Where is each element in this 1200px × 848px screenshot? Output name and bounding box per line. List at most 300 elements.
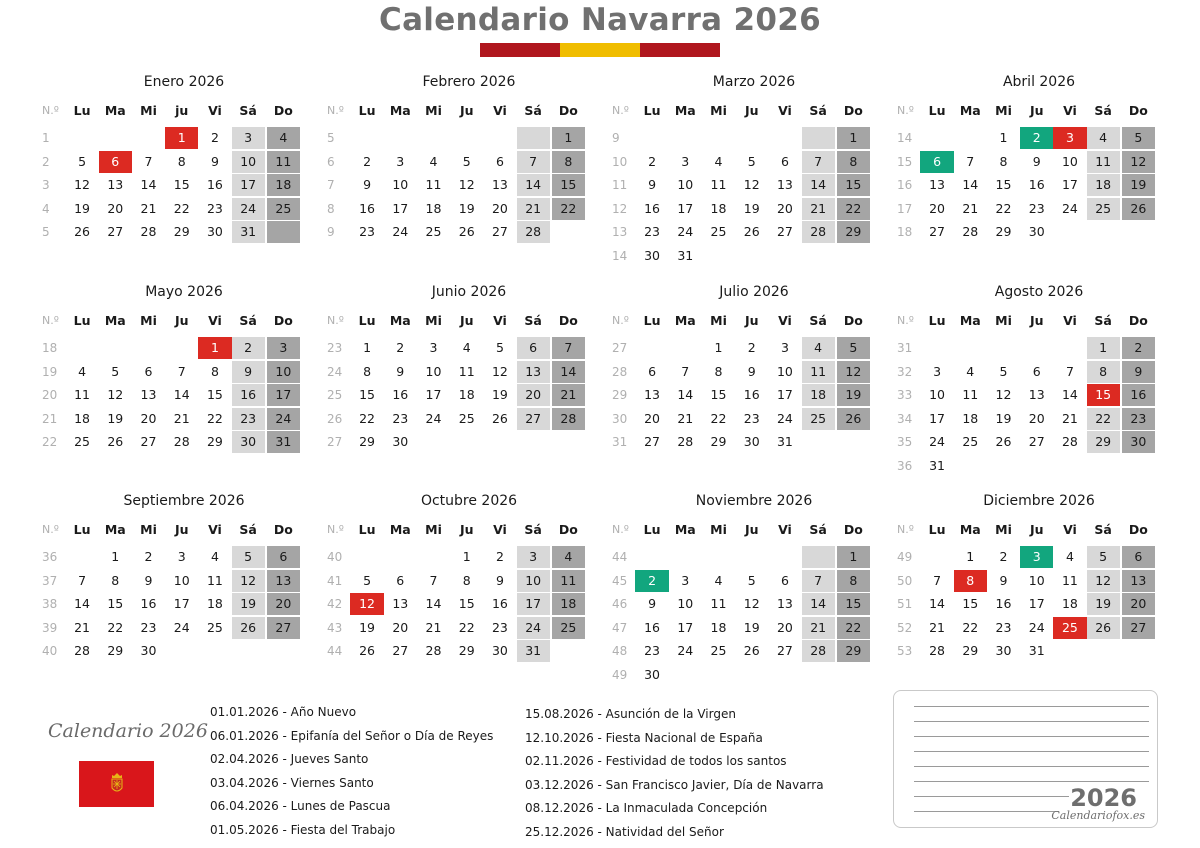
day-cell[interactable]: 17 xyxy=(1061,177,1078,193)
day-cell[interactable]: 23 xyxy=(140,619,157,635)
day-cell[interactable]: 15 xyxy=(995,177,1012,193)
day-cell[interactable]: 6 xyxy=(1032,363,1041,379)
day-cell[interactable]: 12 xyxy=(458,177,475,193)
day-cell[interactable]: 22 xyxy=(107,619,124,635)
day-cell[interactable]: 26 xyxy=(995,434,1012,450)
day-cell[interactable]: 14 xyxy=(677,387,694,403)
day-cell[interactable]: 22 xyxy=(1087,408,1120,430)
day-cell[interactable]: 22 xyxy=(995,200,1012,216)
day-cell[interactable]: 5 xyxy=(78,153,87,169)
day-cell[interactable]: 18 xyxy=(710,200,727,216)
day-cell[interactable]: 9 xyxy=(1032,153,1041,169)
day-cell[interactable]: 2 xyxy=(495,549,504,564)
day-cell[interactable]: 27 xyxy=(107,224,124,240)
day-cell[interactable]: 6 xyxy=(780,153,789,169)
day-cell[interactable]: 6 xyxy=(396,572,405,588)
day-cell[interactable]: 31 xyxy=(267,431,300,453)
day-cell[interactable]: 27 xyxy=(267,617,300,639)
day-cell[interactable]: 5 xyxy=(363,572,372,588)
day-cell[interactable]: 25 xyxy=(710,643,727,659)
day-cell[interactable]: 5 xyxy=(837,337,870,359)
day-cell[interactable]: 3 xyxy=(780,340,789,355)
day-cell[interactable]: 2 xyxy=(144,549,153,564)
day-cell[interactable]: 9 xyxy=(396,363,405,379)
day-cell[interactable]: 25 xyxy=(74,434,91,450)
day-cell[interactable]: 16 xyxy=(392,387,409,403)
day-cell[interactable]: 27 xyxy=(392,643,409,659)
day-cell[interactable]: 15 xyxy=(552,174,585,196)
day-cell[interactable]: 20 xyxy=(776,619,793,635)
day-cell[interactable]: 20 xyxy=(1122,593,1155,615)
day-cell[interactable]: 9 xyxy=(363,177,372,193)
day-cell[interactable]: 12 xyxy=(743,177,760,193)
day-cell[interactable]: 15 xyxy=(359,387,376,403)
day-cell[interactable]: 15 xyxy=(837,174,870,196)
day-cell[interactable]: 4 xyxy=(1065,549,1074,564)
day-cell[interactable]: 16 xyxy=(743,387,760,403)
day-cell[interactable]: 10 xyxy=(173,572,190,588)
day-cell[interactable]: 6 xyxy=(517,337,550,359)
day-cell[interactable]: 19 xyxy=(1122,174,1155,196)
day-cell[interactable]: 16 xyxy=(995,596,1012,612)
day-cell[interactable]: 18 xyxy=(267,174,300,196)
day-cell[interactable]: 18 xyxy=(458,387,475,403)
day-cell[interactable]: 8 xyxy=(1087,361,1120,383)
day-cell[interactable]: 15 xyxy=(173,177,190,193)
day-cell[interactable]: 9 xyxy=(648,596,657,612)
day-cell[interactable]: 3 xyxy=(1053,127,1086,149)
day-cell[interactable]: 27 xyxy=(776,224,793,240)
day-cell[interactable]: 12 xyxy=(1122,151,1155,173)
day-cell[interactable]: 14 xyxy=(517,174,550,196)
day-cell[interactable]: 15 xyxy=(837,593,870,615)
day-cell[interactable]: 26 xyxy=(458,224,475,240)
day-cell[interactable]: 4 xyxy=(78,363,87,379)
day-cell[interactable]: 13 xyxy=(267,570,300,592)
day-cell[interactable]: 16 xyxy=(1122,384,1155,406)
day-cell[interactable]: 21 xyxy=(74,619,91,635)
day-cell[interactable]: 15 xyxy=(1087,384,1120,406)
day-cell[interactable]: 20 xyxy=(929,200,946,216)
day-cell[interactable]: 3 xyxy=(429,340,438,355)
day-cell[interactable]: 25 xyxy=(802,408,835,430)
day-cell[interactable]: 8 xyxy=(363,363,372,379)
day-cell[interactable]: 13 xyxy=(1122,570,1155,592)
day-cell[interactable]: 27 xyxy=(1028,434,1045,450)
day-cell[interactable]: 26 xyxy=(743,224,760,240)
day-cell[interactable]: 16 xyxy=(232,384,265,406)
day-cell[interactable]: 24 xyxy=(1028,619,1045,635)
day-cell[interactable]: 14 xyxy=(929,596,946,612)
day-cell[interactable]: 13 xyxy=(644,387,661,403)
day-cell[interactable]: 28 xyxy=(677,434,694,450)
day-cell[interactable]: 30 xyxy=(743,434,760,450)
day-cell[interactable]: 15 xyxy=(206,387,223,403)
day-cell[interactable]: 29 xyxy=(837,640,870,662)
day-cell[interactable]: 19 xyxy=(743,619,760,635)
day-cell[interactable]: 18 xyxy=(552,593,585,615)
day-cell[interactable]: 25 xyxy=(552,617,585,639)
day-cell[interactable]: 4 xyxy=(714,572,723,588)
day-cell[interactable]: 22 xyxy=(173,200,190,216)
day-cell[interactable]: 11 xyxy=(1087,151,1120,173)
day-cell[interactable]: 23 xyxy=(1028,200,1045,216)
day-cell[interactable]: 5 xyxy=(999,363,1008,379)
day-cell[interactable]: 9 xyxy=(747,363,756,379)
day-cell[interactable]: 21 xyxy=(517,198,550,220)
day-cell[interactable]: 27 xyxy=(776,643,793,659)
day-cell[interactable]: 28 xyxy=(140,224,157,240)
day-cell[interactable]: 15 xyxy=(962,596,979,612)
day-cell[interactable]: 17 xyxy=(517,593,550,615)
day-cell[interactable]: 22 xyxy=(458,619,475,635)
day-cell[interactable]: 3 xyxy=(177,549,186,564)
day-cell[interactable]: 11 xyxy=(552,570,585,592)
day-cell[interactable]: 6 xyxy=(495,153,504,169)
day-cell[interactable]: 13 xyxy=(107,177,124,193)
day-cell[interactable]: 5 xyxy=(1122,127,1155,149)
day-cell[interactable]: 28 xyxy=(425,643,442,659)
day-cell[interactable]: 2 xyxy=(747,340,756,355)
day-cell[interactable]: 21 xyxy=(425,619,442,635)
day-cell[interactable]: 18 xyxy=(710,619,727,635)
day-cell[interactable]: 16 xyxy=(644,619,661,635)
day-cell[interactable]: 2 xyxy=(1020,127,1053,149)
day-cell[interactable]: 1 xyxy=(198,337,231,359)
day-cell[interactable]: 1 xyxy=(552,127,585,149)
day-cell[interactable]: 25 xyxy=(267,198,300,220)
day-cell[interactable]: 3 xyxy=(396,153,405,169)
day-cell[interactable]: 12 xyxy=(837,361,870,383)
day-cell[interactable]: 7 xyxy=(78,572,87,588)
day-cell[interactable]: 24 xyxy=(517,617,550,639)
day-cell[interactable]: 25 xyxy=(206,619,223,635)
day-cell[interactable]: 1 xyxy=(462,549,471,564)
day-cell[interactable]: 8 xyxy=(552,151,585,173)
day-cell[interactable]: 5 xyxy=(495,340,504,355)
day-cell[interactable]: 19 xyxy=(837,384,870,406)
day-cell[interactable]: 13 xyxy=(776,596,793,612)
day-cell[interactable]: 10 xyxy=(929,387,946,403)
day-cell[interactable]: 25 xyxy=(962,434,979,450)
day-cell[interactable]: 22 xyxy=(710,410,727,426)
day-cell[interactable]: 31 xyxy=(232,221,265,243)
day-cell[interactable]: 29 xyxy=(458,643,475,659)
day-cell[interactable]: 25 xyxy=(710,224,727,240)
day-cell[interactable]: 6 xyxy=(267,546,300,568)
day-cell[interactable]: 21 xyxy=(552,384,585,406)
day-cell[interactable]: 11 xyxy=(74,387,91,403)
day-cell[interactable]: 30 xyxy=(1122,431,1155,453)
day-cell[interactable]: 16 xyxy=(206,177,223,193)
day-cell[interactable]: 3 xyxy=(517,546,550,568)
day-cell[interactable]: 1 xyxy=(966,549,975,564)
day-cell[interactable]: 15 xyxy=(710,387,727,403)
day-cell[interactable]: 30 xyxy=(206,224,223,240)
day-cell[interactable]: 6 xyxy=(648,363,657,379)
day-cell[interactable]: 20 xyxy=(267,593,300,615)
day-cell[interactable]: 23 xyxy=(206,200,223,216)
day-cell[interactable]: 8 xyxy=(462,572,471,588)
day-cell[interactable]: 28 xyxy=(1061,434,1078,450)
day-cell[interactable]: 21 xyxy=(1061,410,1078,426)
day-cell[interactable]: 17 xyxy=(425,387,442,403)
day-cell[interactable]: 22 xyxy=(552,198,585,220)
day-cell[interactable]: 9 xyxy=(999,572,1008,588)
day-cell[interactable]: 1 xyxy=(837,127,870,149)
day-cell[interactable]: 23 xyxy=(644,643,661,659)
day-cell[interactable]: 31 xyxy=(677,247,694,263)
day-cell[interactable]: 14 xyxy=(552,361,585,383)
day-cell[interactable]: 14 xyxy=(802,174,835,196)
day-cell[interactable]: 28 xyxy=(802,640,835,662)
day-cell[interactable]: 29 xyxy=(107,643,124,659)
day-cell[interactable]: 2 xyxy=(232,337,265,359)
day-cell[interactable]: 17 xyxy=(677,200,694,216)
day-cell[interactable]: 24 xyxy=(677,224,694,240)
day-cell[interactable]: 8 xyxy=(111,572,120,588)
day-cell[interactable]: 30 xyxy=(232,431,265,453)
day-cell[interactable]: 14 xyxy=(425,596,442,612)
day-cell[interactable]: 15 xyxy=(458,596,475,612)
day-cell[interactable]: 29 xyxy=(1087,431,1120,453)
day-cell[interactable]: 20 xyxy=(491,200,508,216)
day-cell[interactable]: 7 xyxy=(517,151,550,173)
day-cell[interactable]: 25 xyxy=(1053,617,1086,639)
day-cell[interactable]: 8 xyxy=(837,151,870,173)
day-cell[interactable]: 22 xyxy=(962,619,979,635)
day-cell[interactable]: 12 xyxy=(350,593,383,615)
day-cell[interactable]: 23 xyxy=(743,410,760,426)
day-cell[interactable]: 9 xyxy=(232,361,265,383)
day-cell[interactable]: 19 xyxy=(743,200,760,216)
day-cell[interactable]: 2 xyxy=(396,340,405,355)
day-cell[interactable]: 20 xyxy=(1028,410,1045,426)
day-cell[interactable]: 8 xyxy=(999,153,1008,169)
day-cell[interactable]: 24 xyxy=(392,224,409,240)
day-cell[interactable]: 28 xyxy=(929,643,946,659)
day-cell[interactable]: 14 xyxy=(962,177,979,193)
day-cell[interactable]: 4 xyxy=(462,340,471,355)
day-cell[interactable]: 30 xyxy=(392,434,409,450)
day-cell[interactable]: 31 xyxy=(929,457,946,473)
day-cell[interactable]: 4 xyxy=(966,363,975,379)
day-cell[interactable]: 18 xyxy=(802,384,835,406)
day-cell[interactable]: 10 xyxy=(267,361,300,383)
day-cell[interactable]: 5 xyxy=(1087,546,1120,568)
day-cell[interactable]: 3 xyxy=(267,337,300,359)
day-cell[interactable]: 9 xyxy=(210,153,219,169)
day-cell[interactable]: 16 xyxy=(491,596,508,612)
day-cell[interactable]: 10 xyxy=(1061,153,1078,169)
day-cell[interactable]: 17 xyxy=(776,387,793,403)
day-cell[interactable]: 18 xyxy=(425,200,442,216)
day-cell[interactable]: 17 xyxy=(232,174,265,196)
day-cell[interactable]: 22 xyxy=(837,617,870,639)
day-cell[interactable]: 25 xyxy=(458,410,475,426)
day-cell[interactable]: 13 xyxy=(517,361,550,383)
day-cell[interactable]: 7 xyxy=(802,570,835,592)
day-cell[interactable]: 31 xyxy=(517,640,550,662)
day-cell[interactable]: 29 xyxy=(962,643,979,659)
day-cell[interactable]: 2 xyxy=(210,130,219,145)
day-cell[interactable]: 26 xyxy=(1122,198,1155,220)
day-cell[interactable]: 8 xyxy=(210,363,219,379)
day-cell[interactable]: 2 xyxy=(363,153,372,169)
day-cell[interactable]: 3 xyxy=(681,572,690,588)
day-cell[interactable]: 17 xyxy=(173,596,190,612)
day-cell[interactable]: 26 xyxy=(74,224,91,240)
day-cell[interactable]: 26 xyxy=(107,434,124,450)
day-cell[interactable]: 5 xyxy=(747,572,756,588)
day-cell[interactable]: 27 xyxy=(517,408,550,430)
day-cell[interactable]: 7 xyxy=(1065,363,1074,379)
day-cell[interactable]: 24 xyxy=(929,434,946,450)
day-cell[interactable]: 11 xyxy=(962,387,979,403)
day-cell[interactable]: 10 xyxy=(677,177,694,193)
day-cell[interactable]: 20 xyxy=(776,200,793,216)
day-cell[interactable]: 1 xyxy=(1087,337,1120,359)
day-cell[interactable]: 23 xyxy=(392,410,409,426)
day-cell[interactable]: 11 xyxy=(802,361,835,383)
day-cell[interactable]: 31 xyxy=(1028,643,1045,659)
day-cell[interactable]: 30 xyxy=(644,666,661,682)
day-cell[interactable]: 7 xyxy=(966,153,975,169)
day-cell[interactable]: 24 xyxy=(173,619,190,635)
day-cell[interactable]: 1 xyxy=(111,549,120,564)
day-cell[interactable]: 13 xyxy=(392,596,409,612)
day-cell[interactable]: 13 xyxy=(929,177,946,193)
day-cell[interactable]: 23 xyxy=(359,224,376,240)
day-cell[interactable]: 23 xyxy=(1122,408,1155,430)
day-cell[interactable]: 11 xyxy=(206,572,223,588)
day-cell[interactable]: 1 xyxy=(363,340,372,355)
day-cell[interactable]: 1 xyxy=(999,130,1008,145)
day-cell[interactable]: 26 xyxy=(1087,617,1120,639)
day-cell[interactable]: 7 xyxy=(177,363,186,379)
day-cell[interactable]: 16 xyxy=(1028,177,1045,193)
day-cell[interactable]: 24 xyxy=(1061,200,1078,216)
day-cell[interactable]: 7 xyxy=(144,153,153,169)
day-cell[interactable]: 18 xyxy=(74,410,91,426)
day-cell[interactable]: 12 xyxy=(743,596,760,612)
day-cell[interactable]: 24 xyxy=(232,198,265,220)
day-cell[interactable]: 21 xyxy=(802,198,835,220)
day-cell[interactable]: 12 xyxy=(995,387,1012,403)
day-cell[interactable]: 7 xyxy=(681,363,690,379)
day-cell[interactable]: 28 xyxy=(962,224,979,240)
day-cell[interactable]: 12 xyxy=(491,363,508,379)
day-cell[interactable]: 5 xyxy=(232,546,265,568)
day-cell[interactable]: 8 xyxy=(954,570,987,592)
day-cell[interactable]: 20 xyxy=(644,410,661,426)
day-cell[interactable]: 25 xyxy=(1087,198,1120,220)
day-cell[interactable]: 9 xyxy=(648,177,657,193)
day-cell[interactable]: 5 xyxy=(111,363,120,379)
day-cell[interactable]: 4 xyxy=(429,153,438,169)
day-cell[interactable]: 27 xyxy=(1122,617,1155,639)
day-cell[interactable]: 3 xyxy=(232,127,265,149)
day-cell[interactable]: 20 xyxy=(107,200,124,216)
day-cell[interactable]: 26 xyxy=(232,617,265,639)
day-cell[interactable]: 20 xyxy=(517,384,550,406)
day-cell[interactable]: 16 xyxy=(359,200,376,216)
day-cell[interactable]: 10 xyxy=(677,596,694,612)
day-cell[interactable]: 18 xyxy=(206,596,223,612)
day-cell[interactable]: 28 xyxy=(173,434,190,450)
day-cell[interactable]: 23 xyxy=(644,224,661,240)
day-cell[interactable]: 11 xyxy=(425,177,442,193)
day-cell[interactable]: 12 xyxy=(74,177,91,193)
day-cell[interactable]: 21 xyxy=(140,200,157,216)
day-cell[interactable]: 29 xyxy=(837,221,870,243)
day-cell[interactable]: 24 xyxy=(677,643,694,659)
day-cell[interactable]: 22 xyxy=(359,410,376,426)
day-cell[interactable]: 1 xyxy=(714,340,723,355)
day-cell[interactable]: 27 xyxy=(491,224,508,240)
day-cell[interactable]: 17 xyxy=(929,410,946,426)
day-cell[interactable]: 16 xyxy=(644,200,661,216)
day-cell[interactable]: 18 xyxy=(1087,174,1120,196)
day-cell[interactable]: 3 xyxy=(681,153,690,169)
day-cell[interactable]: 27 xyxy=(140,434,157,450)
day-cell[interactable]: 28 xyxy=(517,221,550,243)
day-cell[interactable]: 6 xyxy=(920,151,953,173)
day-cell[interactable]: 22 xyxy=(837,198,870,220)
day-cell[interactable]: 29 xyxy=(995,224,1012,240)
day-cell[interactable]: 5 xyxy=(462,153,471,169)
day-cell[interactable]: 14 xyxy=(74,596,91,612)
day-cell[interactable]: 31 xyxy=(776,434,793,450)
notes-box[interactable] xyxy=(893,690,1158,828)
day-cell[interactable]: 8 xyxy=(837,570,870,592)
day-cell[interactable]: 14 xyxy=(1061,387,1078,403)
day-cell[interactable]: 2 xyxy=(1122,337,1155,359)
day-cell[interactable]: 20 xyxy=(392,619,409,635)
day-cell[interactable]: 6 xyxy=(780,572,789,588)
day-cell[interactable]: 8 xyxy=(177,153,186,169)
day-cell[interactable]: 19 xyxy=(107,410,124,426)
day-cell[interactable]: 30 xyxy=(1028,224,1045,240)
day-cell[interactable]: 14 xyxy=(802,593,835,615)
day-cell[interactable]: 15 xyxy=(107,596,124,612)
day-cell[interactable]: 22 xyxy=(206,410,223,426)
day-cell[interactable]: 29 xyxy=(173,224,190,240)
day-cell[interactable]: 11 xyxy=(267,151,300,173)
day-cell[interactable]: 12 xyxy=(107,387,124,403)
day-cell[interactable]: 6 xyxy=(1122,546,1155,568)
day-cell[interactable]: 28 xyxy=(552,408,585,430)
day-cell[interactable]: 4 xyxy=(1087,127,1120,149)
day-cell[interactable]: 19 xyxy=(359,619,376,635)
day-cell[interactable]: 18 xyxy=(962,410,979,426)
day-cell[interactable]: 19 xyxy=(74,200,91,216)
day-cell[interactable]: 10 xyxy=(232,151,265,173)
day-cell[interactable]: 7 xyxy=(802,151,835,173)
day-cell[interactable]: 21 xyxy=(677,410,694,426)
day-cell[interactable]: 26 xyxy=(359,643,376,659)
day-cell[interactable]: 2 xyxy=(648,153,657,169)
day-cell[interactable]: 14 xyxy=(140,177,157,193)
day-cell[interactable]: 10 xyxy=(517,570,550,592)
day-cell[interactable]: 9 xyxy=(495,572,504,588)
day-cell[interactable]: 26 xyxy=(491,410,508,426)
day-cell[interactable]: 10 xyxy=(1028,572,1045,588)
day-cell[interactable]: 13 xyxy=(1028,387,1045,403)
day-cell[interactable]: 4 xyxy=(267,127,300,149)
day-cell[interactable]: 10 xyxy=(776,363,793,379)
day-cell[interactable]: 7 xyxy=(429,572,438,588)
